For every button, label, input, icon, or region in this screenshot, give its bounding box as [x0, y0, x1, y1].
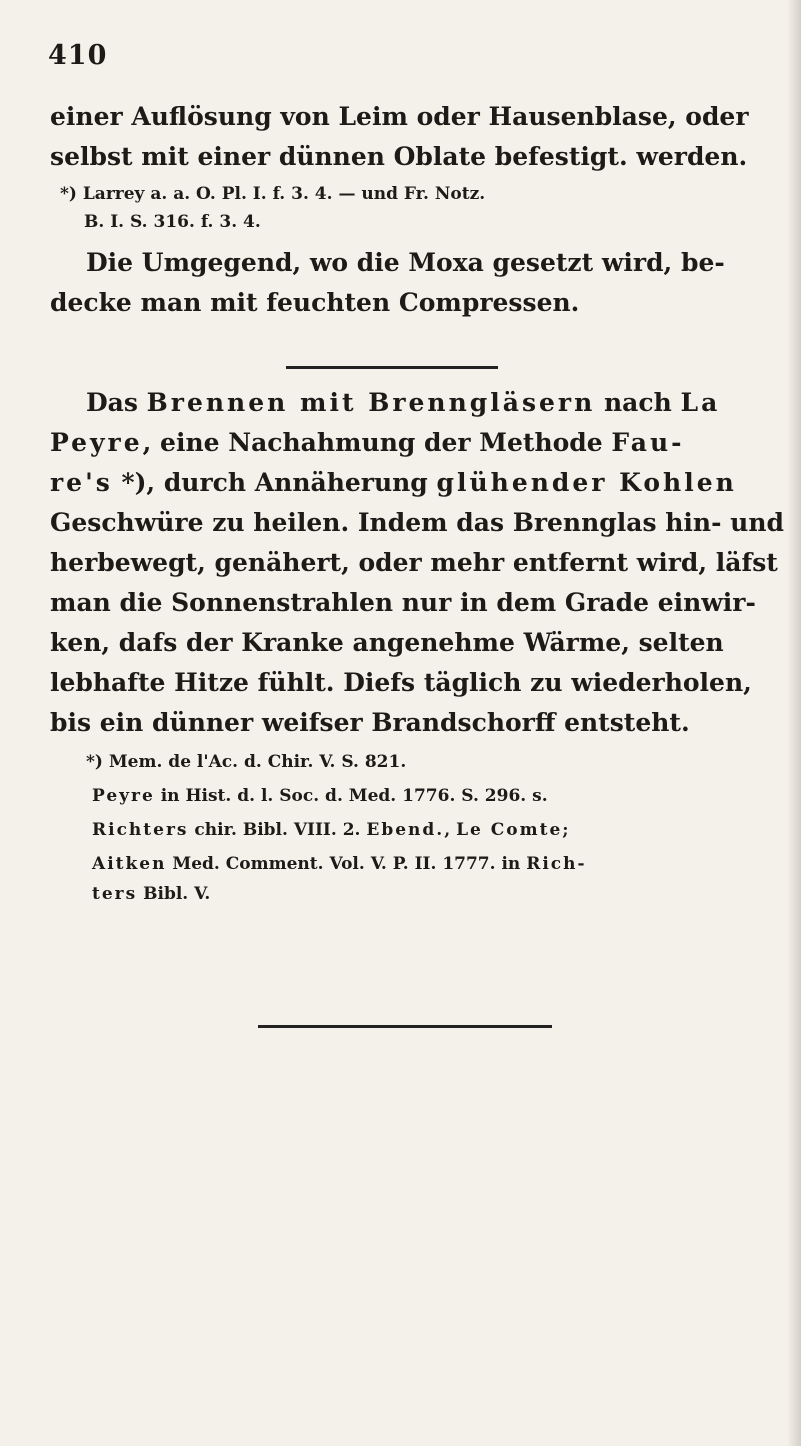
paragraph-line: ken, dafs der Kranke angenehme Wärme, selten: [50, 628, 724, 657]
footnote-line: ters Bibl. V.: [92, 884, 211, 904]
paragraph-line: lebhafte Hitze fühlt. Diefs täglich zu wiederholen,: [50, 668, 752, 697]
paragraph-line: Geschwüre zu heilen. Indem das Brennglas hin- und: [50, 508, 784, 537]
paragraph-line: selbst mit einer dünnen Oblate befestigt. werden.: [50, 142, 748, 171]
section-divider: [286, 366, 498, 369]
paragraph-line: Die Umgegend, wo die Moxa gesetzt wird, be-: [86, 248, 725, 277]
paragraph-line: einer Auflösung von Leim oder Hausenblase, oder: [50, 102, 749, 131]
paragraph-line: herbewegt, genähert, oder mehr entfernt wird, läfst: [50, 548, 778, 577]
paragraph-line: Peyre, eine Nachahmung der Methode Fau-: [50, 428, 685, 457]
footnote-line: Richters chir. Bibl. VIII. 2. Ebend., Le Comte;: [92, 820, 569, 840]
paragraph-line: man die Sonnenstrahlen nur in dem Grade einwir-: [50, 588, 756, 617]
paragraph-line: bis ein dünner weifser Brandschorff entsteht.: [50, 708, 690, 737]
paragraph-line: Das Brennen mit Brenngläsern nach La: [86, 388, 721, 417]
paragraph-line: decke man mit feuchten Compressen.: [50, 288, 580, 317]
page-number: 410: [48, 40, 108, 71]
footnote-line: Peyre in Hist. d. l. Soc. d. Med. 1776. S. 296. s.: [92, 786, 548, 806]
footnote-line: *) Larrey a. a. O. Pl. I. f. 3. 4. — und Fr. Notz.: [60, 184, 486, 204]
footnote-line: B. I. S. 316. f. 3. 4.: [84, 212, 261, 232]
page-edge-shadow: [787, 0, 801, 1446]
footnote-line: Aitken Med. Comment. Vol. V. P. II. 1777. in Rich-: [92, 854, 587, 874]
footnote-line: *) Mem. de l'Ac. d. Chir. V. S. 821.: [86, 752, 407, 772]
end-rule: [258, 1025, 552, 1028]
paragraph-line: re's *), durch Annäherung glühender Kohlen: [50, 468, 737, 497]
